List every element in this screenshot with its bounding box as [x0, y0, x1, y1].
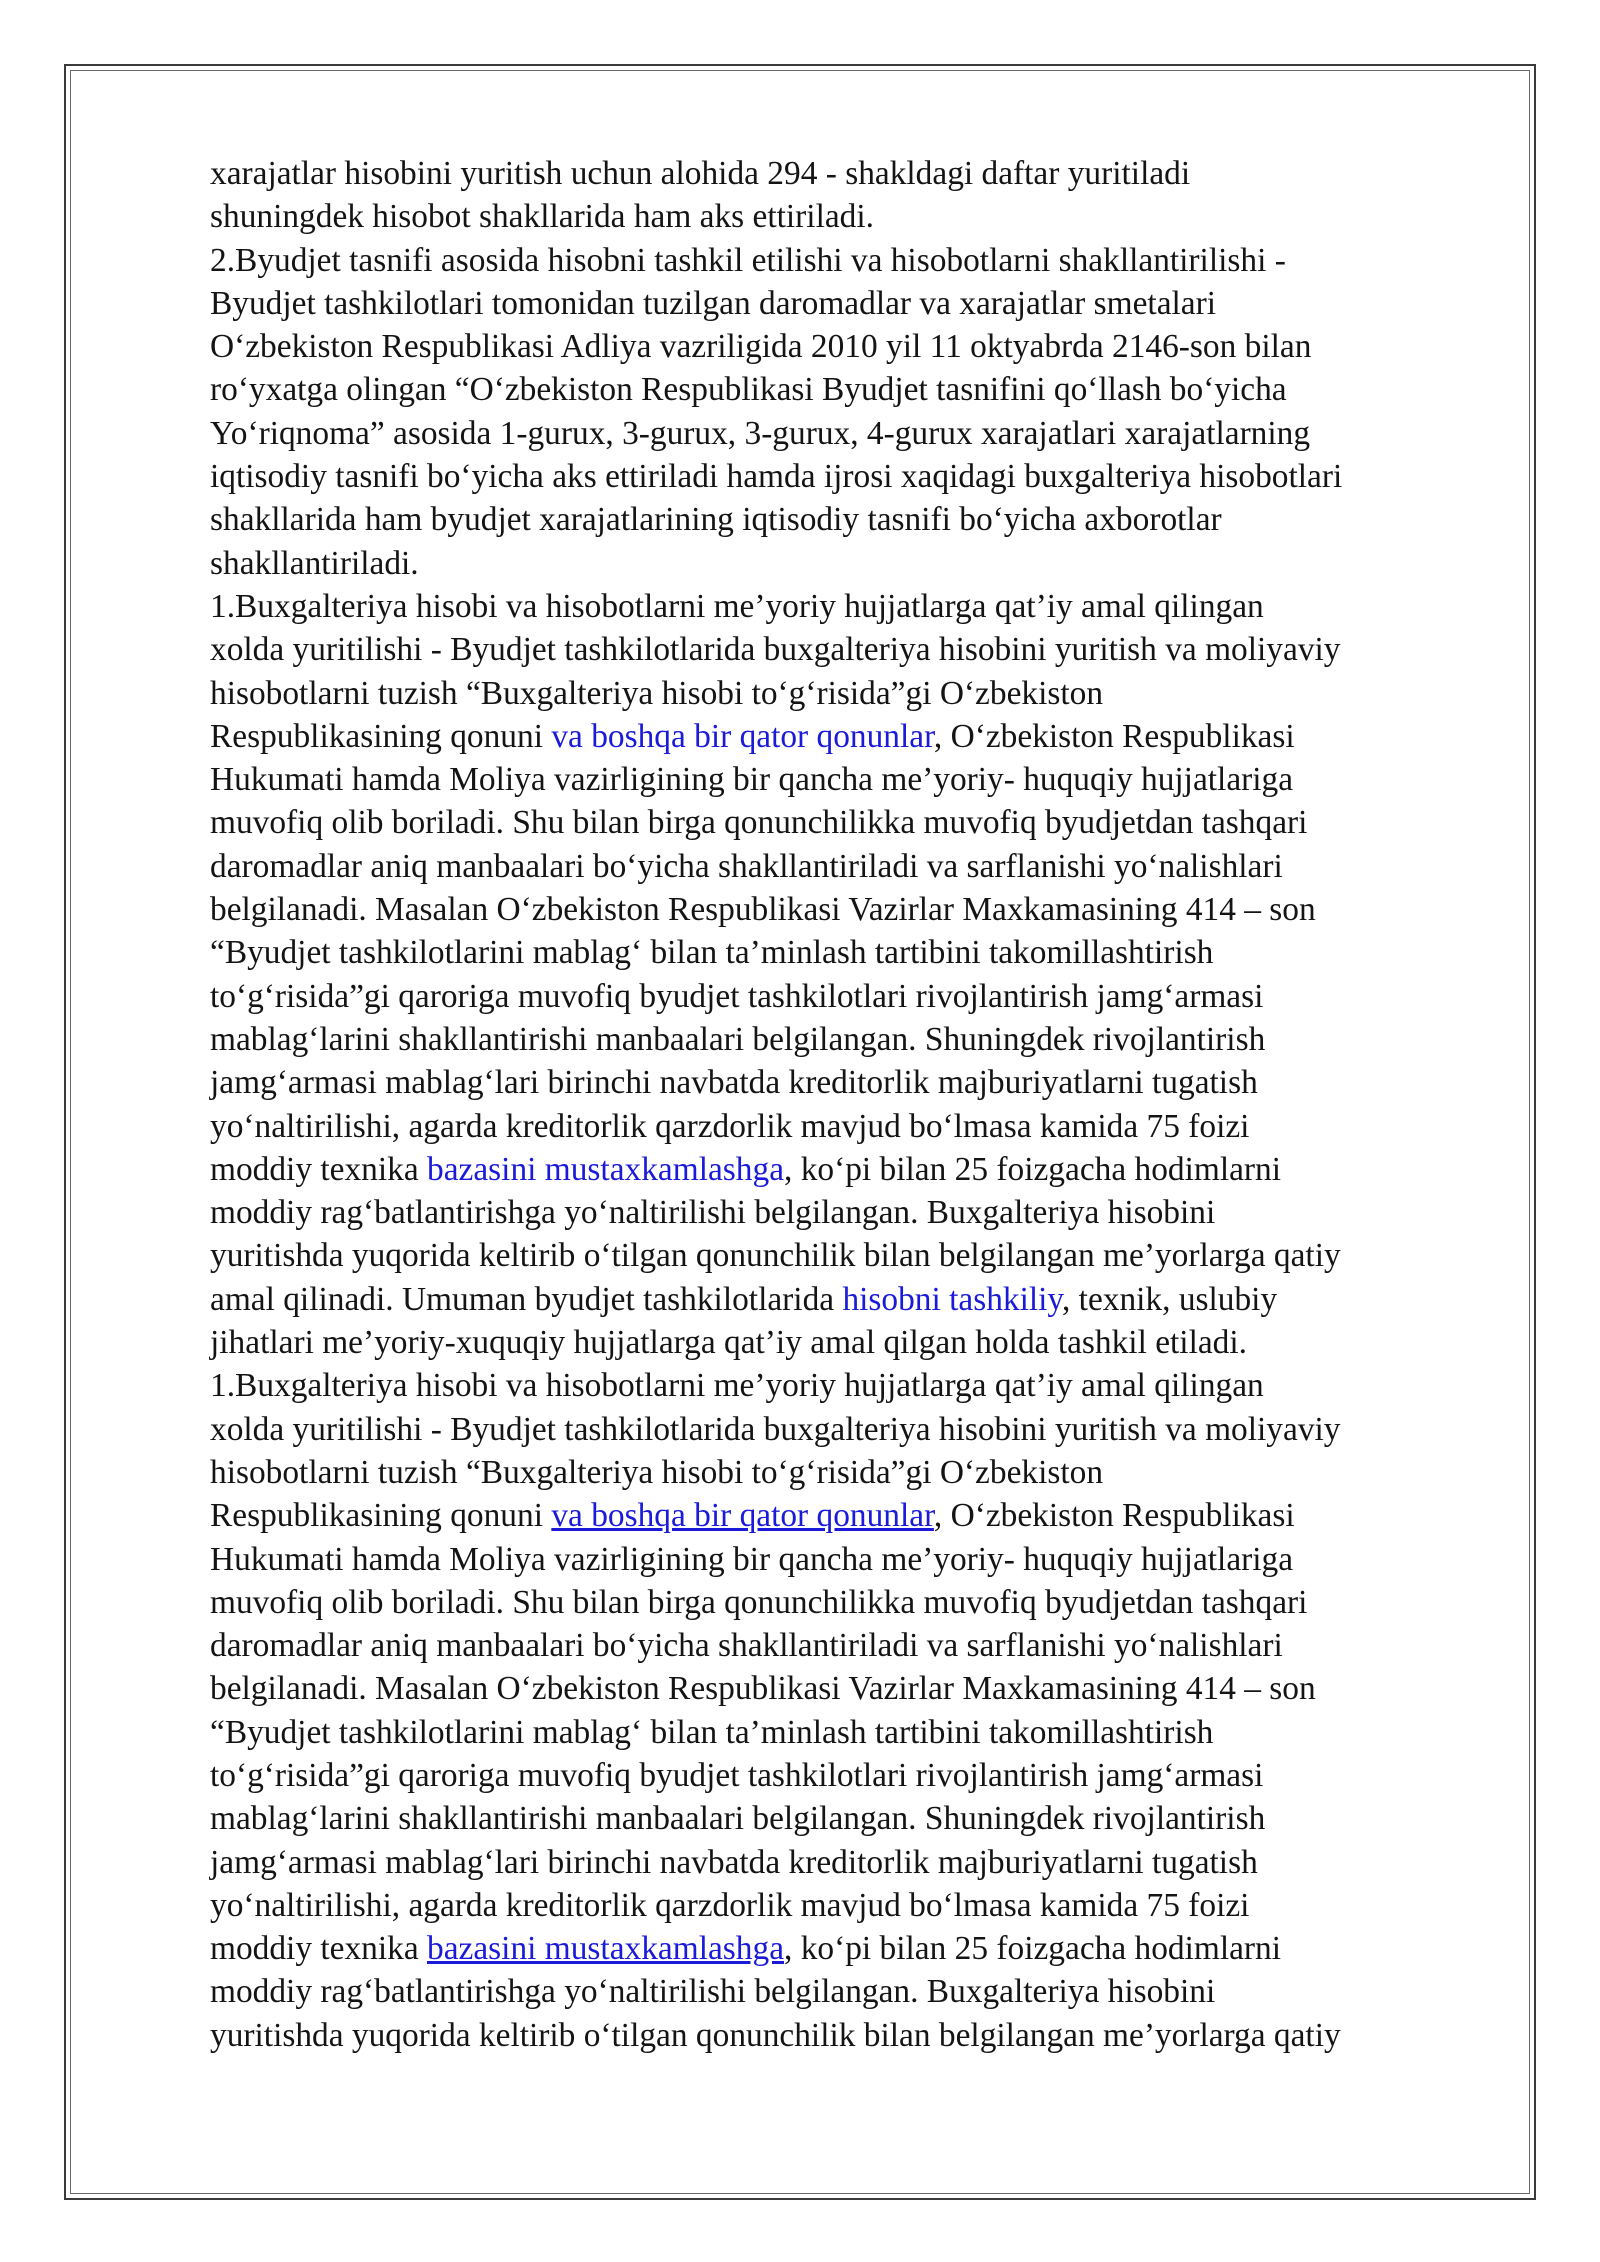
text-run: to‘g‘risida”gi qaroriga muvofiq byudjet tashkilotlari rivojlantirish jamg‘armasi — [210, 1756, 1264, 1794]
text-run: yuritishda yuqorida keltirib o‘tilgan qonunchilik bilan belgilangan me’yorlarga qatiy — [210, 2016, 1341, 2054]
text-line — [210, 1408, 1500, 1451]
text-run: jamg‘armasi mablag‘lari birinchi navbatda kreditorlik majburiyatlarni tugatish — [210, 1843, 1258, 1881]
text-run: jamg‘armasi mablag‘lari birinchi navbatda kreditorlik majburiyatlarni tugatish — [210, 1064, 1258, 1102]
text-run: 2.Byudjet tasnifi asosida hisobni tashkil etilishi va hisobotlarni shakllantirilishi - — [210, 241, 1286, 279]
text-line — [210, 412, 1500, 455]
text-run: mablag‘larini shakllantirishi manbaalari belgilangan. Shuningdek rivojlantirish — [210, 1020, 1266, 1058]
text-run: daromadlar aniq manbaalari bo‘yicha shakllantiriladi va sarflanishi yo‘nalishlari — [210, 847, 1283, 885]
hyperlink[interactable]: bazasini mustaxkamlashga — [427, 1930, 785, 1968]
text-run: Byudjet tashkilotlari tomonidan tuzilgan daromadlar va xarajatlar smetalari — [210, 284, 1217, 322]
text-line — [210, 1581, 1500, 1624]
text-line — [210, 1667, 1500, 1710]
text-line — [210, 1711, 1500, 1754]
text-run: Hukumati hamda Moliya vazirligining bir qancha me’yoriy- huquqiy hujjatlariga — [210, 1540, 1294, 1578]
text-line — [210, 368, 1500, 411]
text-line — [210, 1321, 1500, 1364]
text-line — [210, 1754, 1500, 1797]
hyperlink[interactable]: va boshqa bir qator qonunlar — [551, 1497, 934, 1535]
text-line — [210, 1278, 1500, 1321]
text-line — [210, 282, 1500, 325]
text-run: “Byudjet tashkilotlarini mablag‘ bilan ta’minlash tartibini takomillashtirish — [210, 1713, 1214, 1751]
text-run: moddiy rag‘batlantirishga yo‘naltirilishi belgilangan. Buxgalteriya hisobini — [210, 1194, 1216, 1232]
text-line — [210, 195, 1500, 238]
text-run: Respublikasining qonuni — [210, 1497, 552, 1535]
text-run: moddiy texnika — [210, 1930, 428, 1968]
text-line — [210, 1105, 1500, 1148]
text-line — [210, 888, 1500, 931]
hyperlink[interactable]: hisobni tashkiliy — [842, 1280, 1062, 1318]
text-line — [210, 845, 1500, 888]
text-run: shakllantiriladi. — [210, 544, 419, 582]
hyperlink[interactable]: bazasini mustaxkamlashga — [427, 1150, 785, 1188]
text-line — [210, 1538, 1500, 1581]
text-run: yo‘naltirilishi, agarda kreditorlik qarzdorlik mavjud bo‘lmasa kamida 75 foizi — [210, 1107, 1250, 1145]
text-run: jihatlari me’yoriy-xuquqiy hujjatlarga qat’iy amal qilgan holda tashkil etiladi. — [210, 1324, 1248, 1362]
text-run: moddiy rag‘batlantirishga yo‘naltirilishi belgilangan. Buxgalteriya hisobini — [210, 1973, 1216, 2011]
text-run: to‘g‘risida”gi qaroriga muvofiq byudjet tashkilotlari rivojlantirish jamg‘armasi — [210, 977, 1264, 1015]
text-run: , ko‘pi bilan 25 foizgacha hodimlarni — [784, 1150, 1282, 1188]
text-run: belgilanadi. Masalan O‘zbekiston Respublikasi Vazirlar Maxkamasining 414 – son — [210, 1670, 1316, 1708]
text-run: xolda yuritilishi - Byudjet tashkilotlarida buxgalteriya hisobini yuritish va moliyaviy — [210, 1410, 1341, 1448]
text-run: , ko‘pi bilan 25 foizgacha hodimlarni — [784, 1930, 1282, 1968]
text-line — [210, 1797, 1500, 1840]
text-run: moddiy texnika — [210, 1150, 428, 1188]
text-line — [210, 2014, 1500, 2057]
text-line — [210, 1148, 1500, 1191]
text-line — [210, 1451, 1500, 1494]
text-line — [210, 152, 1500, 195]
text-run: Hukumati hamda Moliya vazirligining bir qancha me’yoriy- huquqiy hujjatlariga — [210, 761, 1294, 799]
text-line — [210, 585, 1500, 628]
text-line — [210, 975, 1500, 1018]
text-run: yuritishda yuqorida keltirib o‘tilgan qonunchilik bilan belgilangan me’yorlarga qatiy — [210, 1237, 1341, 1275]
text-line — [210, 1061, 1500, 1104]
text-run: belgilanadi. Masalan O‘zbekiston Respublikasi Vazirlar Maxkamasining 414 – son — [210, 891, 1316, 929]
text-line — [210, 715, 1500, 758]
text-run: mablag‘larini shakllantirishi manbaalari belgilangan. Shuningdek rivojlantirish — [210, 1800, 1266, 1838]
text-run: iqtisodiy tasnifi bo‘yicha aks ettiriladi hamda ijrosi xaqidagi buxgalteriya hisobotlari — [210, 458, 1343, 496]
text-run: yo‘naltirilishi, agarda kreditorlik qarzdorlik mavjud bo‘lmasa kamida 75 foizi — [210, 1886, 1250, 1924]
text-line — [210, 1624, 1500, 1667]
text-run: “Byudjet tashkilotlarini mablag‘ bilan ta’minlash tartibini takomillashtirish — [210, 934, 1214, 972]
text-line — [210, 1970, 1500, 2013]
text-line — [210, 455, 1500, 498]
text-run: shakllarida ham byudjet xarajatlarining iqtisodiy tasnifi bo‘yicha axborotlar — [210, 501, 1222, 539]
text-line — [210, 1494, 1500, 1537]
text-run: , texnik, uslubiy — [1061, 1280, 1278, 1318]
text-run: hisobotlarni tuzish “Buxgalteriya hisobi to‘g‘risida”gi O‘zbekiston — [210, 674, 1104, 712]
document-body — [210, 152, 1500, 2057]
text-line — [210, 1364, 1500, 1407]
text-line — [210, 1927, 1500, 1970]
text-line — [210, 758, 1500, 801]
text-line — [210, 498, 1500, 541]
text-run: Yo‘riqnoma” asosida 1-gurux, 3-gurux, 3-gurux, 4-gurux xarajatlari xarajatlarning — [210, 414, 1311, 452]
text-run: xolda yuritilishi - Byudjet tashkilotlarida buxgalteriya hisobini yuritish va moliyaviy — [210, 631, 1341, 669]
text-run: daromadlar aniq manbaalari bo‘yicha shakllantiriladi va sarflanishi yo‘nalishlari — [210, 1627, 1283, 1665]
text-line — [210, 239, 1500, 282]
text-run: 1.Buxgalteriya hisobi va hisobotlarni me’yoriy hujjatlarga qat’iy amal qilingan — [210, 587, 1264, 625]
text-line — [210, 628, 1500, 671]
text-run: xarajatlar hisobini yuritish uchun alohida 294 - shakldagi daftar yuritiladi — [210, 155, 1191, 192]
text-run: , O‘zbekiston Respublikasi — [933, 717, 1295, 755]
text-line — [210, 1018, 1500, 1061]
text-line — [210, 1841, 1500, 1884]
text-line — [210, 1884, 1500, 1927]
hyperlink[interactable]: va boshqa bir qator qonunlar — [551, 717, 934, 755]
text-line — [210, 801, 1500, 844]
text-line — [210, 542, 1500, 585]
text-line — [210, 672, 1500, 715]
text-run: muvofiq olib boriladi. Shu bilan birga qonunchilikka muvofiq byudjetdan tashqari — [210, 1583, 1308, 1621]
text-line — [210, 931, 1500, 974]
text-line — [210, 1191, 1500, 1234]
text-run: muvofiq olib boriladi. Shu bilan birga qonunchilikka muvofiq byudjetdan tashqari — [210, 804, 1308, 842]
text-line — [210, 1234, 1500, 1277]
text-run: ro‘yxatga olingan “O‘zbekiston Respublikasi Byudjet tasnifini qo‘llash bo‘yicha — [210, 371, 1287, 409]
text-run: , O‘zbekiston Respublikasi — [933, 1497, 1295, 1535]
text-run: amal qilinadi. Umuman byudjet tashkilotlarida — [210, 1280, 843, 1318]
text-run: shuningdek hisobot shakllarida ham aks ettiriladi. — [210, 198, 874, 236]
text-run: hisobotlarni tuzish “Buxgalteriya hisobi to‘g‘risida”gi O‘zbekiston — [210, 1453, 1104, 1491]
text-run: Respublikasining qonuni — [210, 717, 552, 755]
text-line — [210, 325, 1500, 368]
text-run: O‘zbekiston Respublikasi Adliya vazriligida 2010 yil 11 oktyabrda 2146-son bilan — [210, 328, 1312, 366]
text-run: 1.Buxgalteriya hisobi va hisobotlarni me’yoriy hujjatlarga qat’iy amal qilingan — [210, 1367, 1264, 1405]
